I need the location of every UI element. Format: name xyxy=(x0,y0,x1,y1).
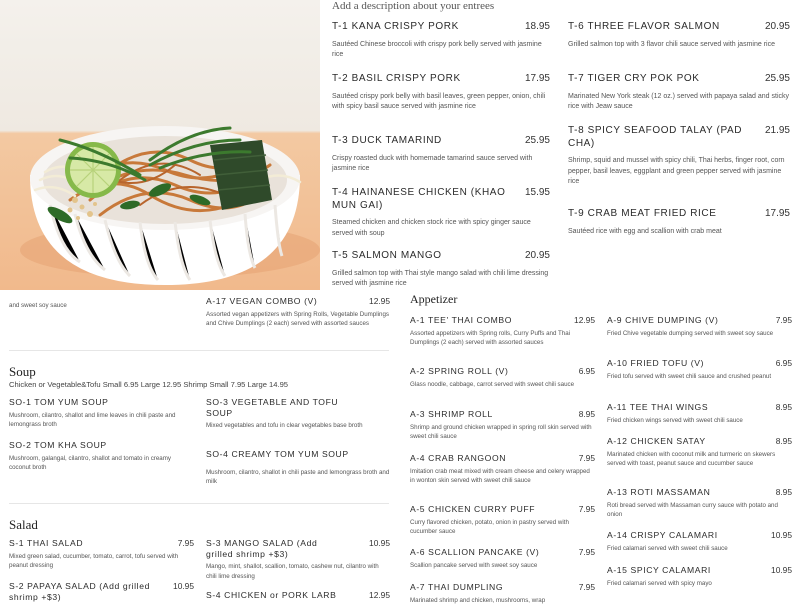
item-price: 7.95 xyxy=(578,504,595,514)
item-desc: Mushroom, cilantro, shallot and lime leaves in chili paste and lemongrass broth xyxy=(9,411,176,429)
item-price: 8.95 xyxy=(775,487,792,497)
item-desc: Fried Chive vegetable dumping served with sweet soy sauce xyxy=(607,329,774,337)
item-desc: Assorted vegan appetizers with Spring Rolls, Vegetable Dumplings and Chive Dumplings (2 each) served with assorted sauces xyxy=(206,310,389,328)
item-desc: Fried chicken wings served with sweet chili sauce xyxy=(607,416,743,424)
item-name: T-7 TIGER CRY POK POK xyxy=(568,73,700,84)
item-name: SO-2 TOM KHA SOUP xyxy=(9,440,107,450)
item-price: 15.95 xyxy=(524,187,550,198)
item-name: T-5 SALMON MANGO xyxy=(332,250,442,261)
item-price: 12.95 xyxy=(574,315,595,325)
entree-description: Add a description about your entrees xyxy=(332,0,495,12)
item-desc: Shrimp and ground chicken wrapped in spring roll skin served with sweet chili sauce xyxy=(410,423,592,441)
item-name: SO-4 CREAMY TOM YUM SOUP xyxy=(206,449,349,459)
item-price: 10.95 xyxy=(369,538,390,548)
item-price: 6.95 xyxy=(578,366,595,376)
item-name: A-1 TEE' THAI COMBO xyxy=(410,315,513,325)
item-desc: Fried calamari served with sweet chili sauce xyxy=(607,544,728,552)
item-price: 6.95 xyxy=(775,358,792,368)
item-price: 12.95 xyxy=(369,296,390,306)
item-name: T-9 CRAB MEAT FRIED RICE xyxy=(568,208,717,219)
item-name: T-3 DUCK TAMARIND xyxy=(332,135,442,146)
menu-item[interactable] xyxy=(206,538,390,581)
item-price: 7.95 xyxy=(578,582,595,592)
item-desc: Marinated shrimp and chicken, mushrooms, wrap xyxy=(410,596,546,604)
salad-title: Salad xyxy=(9,517,38,532)
item-price: 17.95 xyxy=(764,208,790,219)
item-price: 7.95 xyxy=(578,453,595,463)
item-price: 7.95 xyxy=(177,538,194,548)
menu-item[interactable] xyxy=(607,358,792,381)
item-desc: Glass noodle, cabbage, carrot served with sweet chili sauce xyxy=(410,380,575,388)
divider xyxy=(9,503,389,504)
menu-item[interactable] xyxy=(9,538,194,570)
item-desc: Marinated chicken with coconut milk and turmeric on skewers served with toast, peanut sauce and cucumber sauce xyxy=(607,450,776,468)
item-name: A-11 TEE THAI WINGS xyxy=(607,402,709,412)
item-desc: Sautéed rice with egg and scallion with crab meat xyxy=(568,227,722,235)
item-price: 8.95 xyxy=(578,409,595,419)
food-photo xyxy=(0,0,320,290)
item-name: SO-3 VEGETABLE AND TOFU SOUP xyxy=(206,397,339,418)
item-price: 8.95 xyxy=(775,402,792,412)
item-name: A-9 CHIVE DUMPING (V) xyxy=(607,315,719,325)
menu-item[interactable] xyxy=(332,135,550,175)
menu-item[interactable] xyxy=(332,73,550,113)
item-price: 25.95 xyxy=(764,73,790,84)
partial-desc: and sweet soy sauce xyxy=(9,302,67,309)
menu-item[interactable] xyxy=(9,440,194,472)
item-price: 17.95 xyxy=(524,73,550,84)
soup-title: Soup xyxy=(9,364,36,379)
item-name: A-3 SHRIMP ROLL xyxy=(410,409,493,419)
menu-item[interactable] xyxy=(410,582,595,605)
item-price: 20.95 xyxy=(524,250,550,261)
menu-item[interactable] xyxy=(568,125,790,188)
item-name: T-1 KANA CRISPY PORK xyxy=(332,21,459,32)
item-desc: Scallion pancake served with sweet soy sauce xyxy=(410,561,538,569)
divider xyxy=(9,350,389,351)
item-name: A-12 CHICKEN SATAY xyxy=(607,436,706,446)
menu-item[interactable] xyxy=(607,487,792,519)
item-desc: Grilled salmon top with Thai style mango salad with chili lime dressing served with jasmine rice xyxy=(332,269,549,287)
item-desc: Fried tofu served with sweet chili sauce and crushed peanut xyxy=(607,372,772,380)
item-name: S-1 THAI SALAD xyxy=(9,538,84,548)
menu-item[interactable] xyxy=(410,547,595,570)
item-desc: Mixed green salad, cucumber, tomato, carrot, tofu served with peanut dressing xyxy=(9,552,179,570)
menu-item[interactable] xyxy=(410,504,595,536)
item-price: 20.95 xyxy=(764,21,790,32)
menu-item[interactable] xyxy=(332,21,550,61)
item-desc: Grilled salmon top with 3 flavor chili sauce served with jasmine rice xyxy=(568,40,775,48)
item-desc: Imitation crab meat mixed with cream cheese and celery wrapped in wonton skin served with sweet chili sauce xyxy=(410,467,590,485)
soup-subtitle: Chicken or Vegetable&Tofu Small 6.95 Large 12.95 Shrimp Small 7.95 Large 14.95 xyxy=(9,380,289,389)
item-desc: Roti bread served with Massaman curry sauce with potato and onion xyxy=(607,501,778,519)
menu-item[interactable] xyxy=(568,21,790,50)
item-name: A-13 ROTI MASSAMAN xyxy=(607,487,711,497)
menu-item[interactable] xyxy=(332,250,550,290)
menu-item[interactable] xyxy=(607,402,792,425)
item-name: S-4 CHICKEN or PORK LARB xyxy=(206,590,337,600)
item-price: 10.95 xyxy=(771,565,792,575)
menu-item[interactable] xyxy=(206,397,390,431)
item-desc: Sautéed Chinese broccoli with crispy pork belly served with jasmine rice xyxy=(332,40,542,58)
item-price: 10.95 xyxy=(173,581,194,591)
item-desc: Shrimp, squid and mussel with spicy chili, Thai herbs, finger root, corn pepper, basil leaves, eggplant and green pepper served with jasmine rice xyxy=(568,157,785,185)
item-price: 21.95 xyxy=(764,125,790,136)
item-name: T-8 SPICY SEAFOOD TALAY (PAD CHA) xyxy=(568,125,743,149)
item-name: A-10 FRIED TOFU (V) xyxy=(607,358,705,368)
menu-item[interactable] xyxy=(206,449,390,486)
item-name: S-3 MANGO SALAD (Add grilled shrimp +$3) xyxy=(206,538,318,559)
item-desc: Sautéed crispy pork belly with basil leaves, green pepper, onion, chili with spicy basil sauce served with jasmine rice xyxy=(332,92,546,110)
item-name: A-15 SPICY CALAMARI xyxy=(607,565,711,575)
item-desc: Mushroom, galangal, cilantro, shallot and tomato in creamy coconut broth xyxy=(9,454,171,472)
menu-item[interactable] xyxy=(568,73,790,113)
item-price: 12.95 xyxy=(369,590,390,600)
item-desc: Crispy roasted duck with homemade tamarind sauce served with jasmine rice xyxy=(332,154,533,172)
item-name: T-6 THREE FLAVOR SALMON xyxy=(568,21,720,32)
appetizer-title: Appetizer xyxy=(410,292,458,306)
item-name: A-4 CRAB RANGOON xyxy=(410,453,507,463)
menu-item[interactable] xyxy=(607,530,792,553)
item-price: 7.95 xyxy=(578,547,595,557)
menu-item[interactable] xyxy=(568,208,790,237)
item-price: 8.95 xyxy=(775,436,792,446)
menu-item[interactable] xyxy=(607,565,792,588)
menu-item[interactable] xyxy=(607,315,792,338)
item-name: A-6 SCALLION PANCAKE (V) xyxy=(410,547,540,557)
menu-item[interactable] xyxy=(410,409,595,441)
item-desc: Assorted appetizers with Spring rolls, Curry Puffs and Thai Dumplings (2 each) served with assorted sauces xyxy=(410,329,571,347)
menu-item[interactable] xyxy=(9,397,194,429)
item-name: T-2 BASIL CRISPY PORK xyxy=(332,73,461,84)
item-price: 7.95 xyxy=(775,315,792,325)
menu-item[interactable] xyxy=(9,581,194,602)
item-desc: Mango, mint, shallot, scallion, tomato, cashew nut, cilantro with chili lime dressing xyxy=(206,563,379,580)
item-name: A-14 CRISPY CALAMARI xyxy=(607,530,718,540)
item-desc: Steamed chicken and chicken stock rice with spicy ginger sauce served with soup xyxy=(332,219,531,237)
item-name: A-17 VEGAN COMBO (V) xyxy=(206,296,318,306)
item-price: 18.95 xyxy=(524,21,550,32)
menu-item[interactable] xyxy=(410,453,595,485)
item-desc: Mushroom, cilantro, shallot in chili paste and lemongrass broth and milk xyxy=(206,468,390,486)
item-desc: Curry flavored chicken, potato, onion in pastry served with cucumber sauce xyxy=(410,518,569,536)
food-photo-pad-thai-icon xyxy=(0,0,320,290)
item-name: A-2 SPRING ROLL (V) xyxy=(410,366,509,376)
menu-item[interactable] xyxy=(410,366,595,389)
item-name: A-5 CHICKEN CURRY PUFF xyxy=(410,504,536,514)
item-price: 25.95 xyxy=(524,135,550,146)
menu-item[interactable] xyxy=(410,315,595,347)
item-name: SO-1 TOM YUM SOUP xyxy=(9,397,109,407)
menu-item[interactable] xyxy=(607,436,792,468)
item-name: A-7 THAI DUMPLING xyxy=(410,582,504,592)
entree-panel xyxy=(320,0,800,290)
item-name: S-2 PAPAYA SALAD (Add grilled shrimp +$3) xyxy=(9,581,150,602)
menu-item[interactable] xyxy=(332,187,550,239)
item-desc: Fried calamari served with spicy mayo xyxy=(607,579,712,587)
item-name: T-4 HAINANESE CHICKEN (KHAO MUN GAI) xyxy=(332,187,506,211)
item-desc: Marinated New York steak (12 oz.) served with papaya salad and sticky rice with Jeaw sauce xyxy=(568,92,790,110)
menu-item[interactable] xyxy=(206,590,390,601)
item-desc: Mixed vegetables and tofu in clear vegetables base broth xyxy=(206,422,363,430)
menu-item[interactable] xyxy=(206,296,390,328)
item-price: 10.95 xyxy=(771,530,792,540)
